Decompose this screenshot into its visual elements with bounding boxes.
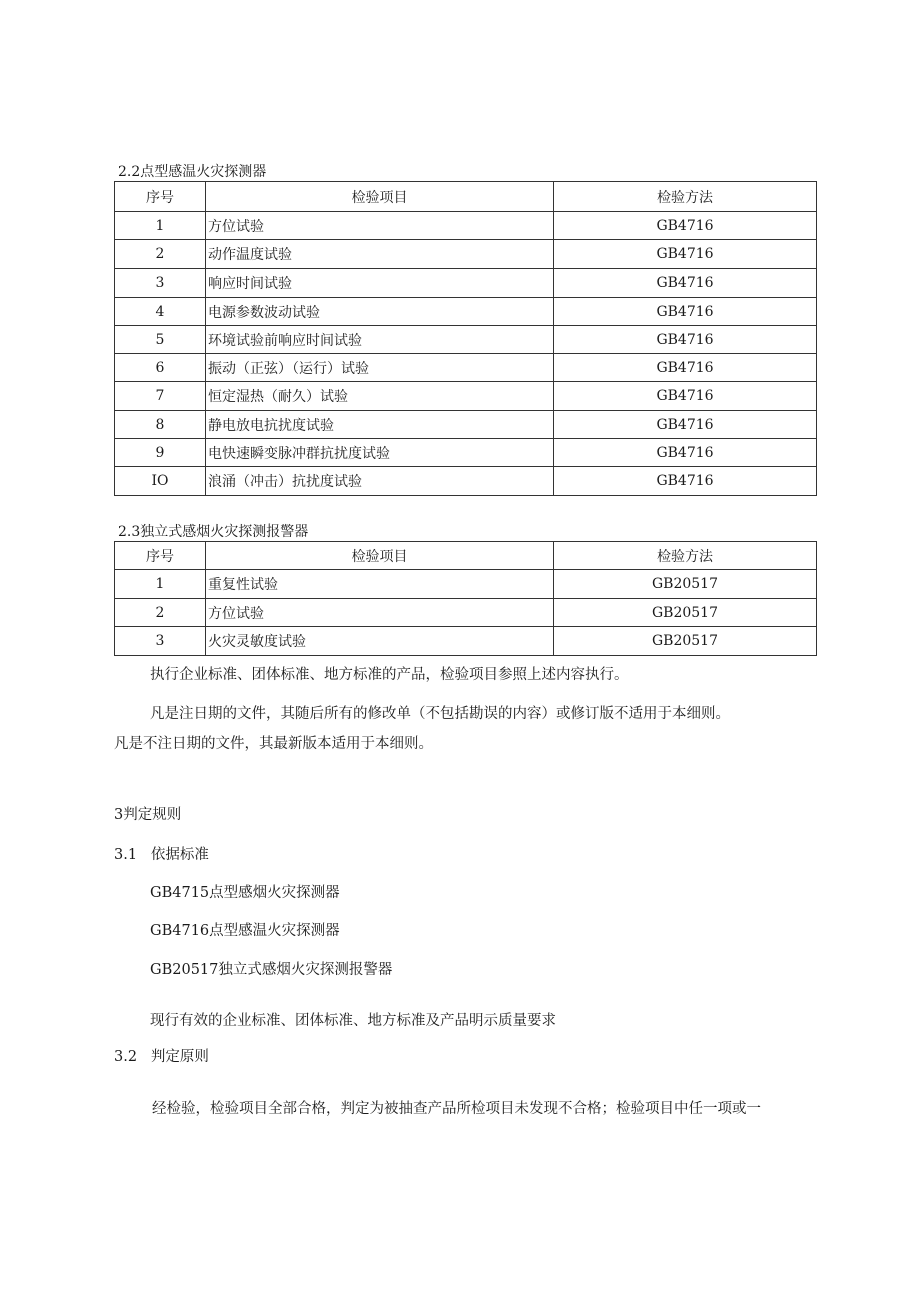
row-method: GB4716 bbox=[554, 467, 817, 496]
table-header-row bbox=[115, 542, 817, 570]
table-header-row bbox=[115, 182, 817, 212]
row-no: 9 bbox=[115, 439, 206, 467]
inspection-table-2-3 bbox=[114, 541, 817, 656]
row-method: GB4716 bbox=[554, 240, 817, 269]
table-row bbox=[115, 570, 817, 599]
table-row bbox=[115, 240, 817, 269]
row-no: 3 bbox=[115, 269, 206, 298]
row-no: IO bbox=[115, 467, 206, 496]
row-method: GB4716 bbox=[554, 212, 817, 240]
table-row bbox=[115, 599, 817, 627]
row-item: 响应时间试验 bbox=[206, 269, 554, 298]
table-row bbox=[115, 354, 817, 382]
table-row bbox=[115, 269, 817, 298]
table-row bbox=[115, 411, 817, 439]
section-3-heading: 3判定规则 bbox=[114, 807, 182, 823]
row-method: GB4716 bbox=[554, 411, 817, 439]
row-no: 5 bbox=[115, 326, 206, 354]
standard-item: GB4715点型感烟火灾探测器 bbox=[150, 885, 340, 901]
row-method: GB4716 bbox=[554, 326, 817, 354]
row-method: GB20517 bbox=[554, 627, 817, 656]
row-no: 2 bbox=[115, 240, 206, 269]
row-method: GB4716 bbox=[554, 354, 817, 382]
table-row bbox=[115, 298, 817, 326]
header-item: 检验项目 bbox=[206, 542, 554, 570]
row-no: 1 bbox=[115, 570, 206, 599]
header-no: 序号 bbox=[115, 542, 206, 570]
note-paragraph-2: 凡是注日期的文件，其随后所有的修改单（不包括勘误的内容）或修订版不适用于本细则。 bbox=[150, 706, 730, 722]
table-row bbox=[115, 382, 817, 411]
row-item: 静电放电抗扰度试验 bbox=[206, 411, 554, 439]
row-item: 方位试验 bbox=[206, 599, 554, 627]
row-method: GB20517 bbox=[554, 570, 817, 599]
header-method: 检验方法 bbox=[554, 182, 817, 212]
note-paragraph-2-cont: 凡是不注日期的文件，其最新版本适用于本细则。 bbox=[114, 736, 433, 752]
table-row bbox=[115, 326, 817, 354]
row-item: 电快速瞬变脉冲群抗扰度试验 bbox=[206, 439, 554, 467]
row-method: GB4716 bbox=[554, 298, 817, 326]
row-method: GB4716 bbox=[554, 269, 817, 298]
table-row bbox=[115, 439, 817, 467]
table-row bbox=[115, 467, 817, 496]
section-3-2-heading: 3.2 判定原则 bbox=[114, 1049, 209, 1065]
row-no: 7 bbox=[115, 382, 206, 411]
row-method: GB4716 bbox=[554, 439, 817, 467]
row-item: 浪涌（冲击）抗扰度试验 bbox=[206, 467, 554, 496]
judgment-paragraph: 经检验，检验项目全部合格，判定为被抽查产品所检项目未发现不合格；检验项目中任一项或一 bbox=[152, 1101, 761, 1117]
row-method: GB4716 bbox=[554, 382, 817, 411]
row-no: 8 bbox=[115, 411, 206, 439]
row-no: 4 bbox=[115, 298, 206, 326]
note-paragraph-1: 执行企业标准、团体标准、地方标准的产品，检验项目参照上述内容执行。 bbox=[150, 667, 629, 683]
header-method: 检验方法 bbox=[554, 542, 817, 570]
row-no: 2 bbox=[115, 599, 206, 627]
table-row bbox=[115, 212, 817, 240]
row-item: 火灾灵敏度试验 bbox=[206, 627, 554, 656]
row-method: GB20517 bbox=[554, 599, 817, 627]
row-no: 3 bbox=[115, 627, 206, 656]
row-item: 重复性试验 bbox=[206, 570, 554, 599]
inspection-table-2-2 bbox=[114, 181, 817, 496]
row-item: 电源参数波动试验 bbox=[206, 298, 554, 326]
standard-item: GB4716点型感温火灾探测器 bbox=[150, 923, 340, 939]
row-no: 6 bbox=[115, 354, 206, 382]
table-row bbox=[115, 627, 817, 656]
row-item: 振动（正弦）（运行）试验 bbox=[206, 354, 554, 382]
header-item: 检验项目 bbox=[206, 182, 554, 212]
row-item: 环境试验前响应时间试验 bbox=[206, 326, 554, 354]
row-item: 动作温度试验 bbox=[206, 240, 554, 269]
standard-item: GB20517独立式感烟火灾探测报警器 bbox=[150, 962, 393, 978]
row-no: 1 bbox=[115, 212, 206, 240]
section-3-1-heading: 3.1 依据标准 bbox=[114, 847, 209, 863]
standard-other: 现行有效的企业标准、团体标准、地方标准及产品明示质量要求 bbox=[150, 1013, 556, 1029]
table-caption-2-2: 2.2点型感温火灾探测器 bbox=[118, 164, 267, 180]
row-item: 方位试验 bbox=[206, 212, 554, 240]
header-no: 序号 bbox=[115, 182, 206, 212]
table-caption-2-3: 2.3独立式感烟火灾探测报警器 bbox=[118, 524, 309, 540]
row-item: 恒定湿热（耐久）试验 bbox=[206, 382, 554, 411]
